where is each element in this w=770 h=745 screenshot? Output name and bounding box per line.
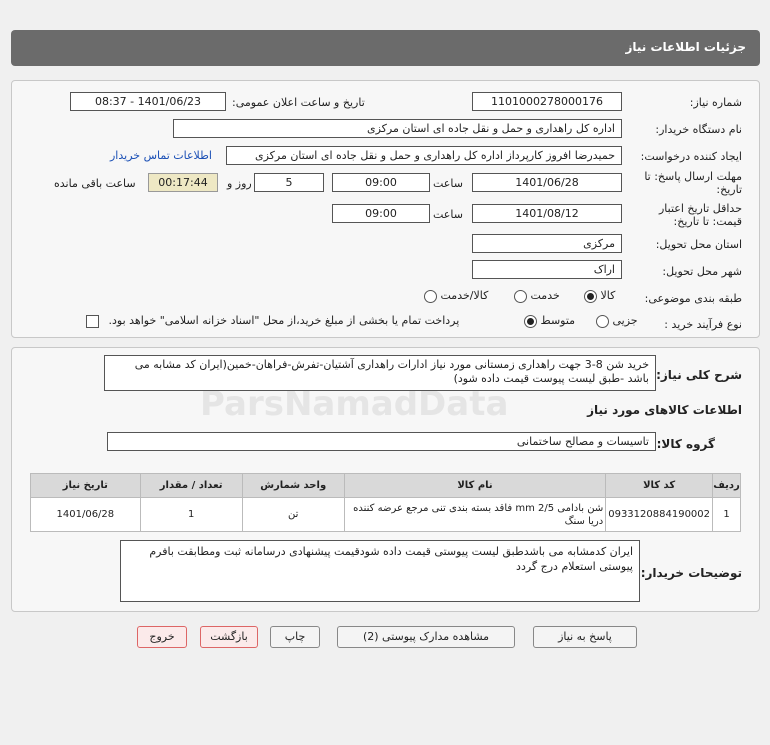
- reply-date-field: 1401/06/28: [472, 173, 622, 192]
- creator-field: حمیدرضا افروز کارپرداز اداره کل راهداری و حمل و نقل جاده ای استان مرکزی: [226, 146, 622, 165]
- days-label: روز و: [227, 177, 252, 190]
- category-both-label: کالا/خدمت: [440, 289, 489, 302]
- treasury-payment-label: پرداخت تمام یا بخشی از مبلغ خرید،از محل "اسناد خزانه اسلامی" خواهد بود.: [108, 314, 460, 327]
- goods-table-header: [31, 474, 741, 498]
- buyer-org-label: نام دستگاه خریدار:: [655, 123, 742, 136]
- category-goods-radio[interactable]: [584, 290, 597, 303]
- remaining-time-label: ساعت باقی مانده: [54, 177, 136, 190]
- treasury-payment-checkbox[interactable]: [86, 315, 99, 328]
- need-number-label: شماره نیاز:: [689, 96, 742, 109]
- process-medium-radio[interactable]: [524, 315, 537, 328]
- reply-button[interactable]: پاسخ به نیاز: [533, 626, 637, 648]
- creator-label: ایجاد کننده درخواست:: [640, 150, 742, 163]
- category-service-radio[interactable]: [514, 290, 527, 303]
- reply-time-label: ساعت: [433, 177, 463, 190]
- col-quantity: تعداد / مقدار: [140, 474, 242, 498]
- category-service-label: خدمت: [530, 289, 560, 302]
- validity-time-field: 09:00: [332, 204, 430, 223]
- process-minor-label: جزیی: [612, 314, 638, 327]
- need-number-field: 1101000278000176: [472, 92, 622, 111]
- buyer-notes-field: ایران کدمشابه می باشدطبق لیست پیوستی قیمت داده شودقیمت پیشنهادی درسامانه ثبت ومطابقت بافرم پیوستی استعلام درج گردد: [120, 540, 640, 602]
- process-option-medium[interactable]: [524, 314, 575, 328]
- row-number: 1: [713, 498, 741, 532]
- goods-table: [30, 473, 741, 532]
- col-code: کد کالا: [606, 474, 713, 498]
- table-row: [31, 498, 741, 532]
- category-option-goods[interactable]: [584, 289, 615, 303]
- goods-unit: تن: [242, 498, 344, 532]
- col-name: نام کالا: [344, 474, 605, 498]
- validity-time-label: ساعت: [433, 208, 463, 221]
- page-title: جزئیات اطلاعات نیاز: [625, 40, 746, 54]
- goods-need-date: 1401/06/28: [31, 498, 141, 532]
- process-medium-label: متوسط: [540, 314, 576, 327]
- remaining-time-field: 00:17:44: [148, 173, 218, 192]
- process-minor-radio[interactable]: [596, 315, 609, 328]
- category-both-radio[interactable]: [424, 290, 437, 303]
- price-validity-label: حداقل تاریخ اعتبار: [658, 202, 742, 215]
- col-row: ردیف: [713, 474, 741, 498]
- process-option-minor[interactable]: [596, 314, 638, 328]
- announce-field: 1401/06/23 - 08:37: [70, 92, 226, 111]
- col-need-date: تاریخ نیاز: [31, 474, 141, 498]
- goods-code: 0933120884190002: [606, 498, 713, 532]
- province-field: مرکزی: [472, 234, 622, 253]
- goods-name: شن بادامی mm 2/5 فاقد بسته بندی تنی مرجع عرضه کننده دریا سنگ: [344, 498, 605, 532]
- category-option-both[interactable]: [424, 289, 488, 303]
- goods-info-title: اطلاعات کالاهای مورد نیاز: [587, 403, 742, 417]
- summary-label: شرح کلی نیاز:: [656, 368, 742, 382]
- goods-group-label: گروه کالا:: [656, 437, 715, 451]
- attachments-button[interactable]: مشاهده مدارک پیوستی (2): [337, 626, 515, 648]
- page-header: [11, 30, 760, 66]
- validity-date-field: 1401/08/12: [472, 204, 622, 223]
- days-field: 5: [254, 173, 324, 192]
- reply-deadline-label: مهلت ارسال پاسخ: تا: [644, 170, 742, 183]
- city-label: شهر محل تحویل:: [662, 265, 742, 278]
- goods-quantity: 1: [140, 498, 242, 532]
- buyer-contact-link[interactable]: اطلاعات تماس خریدار: [110, 149, 212, 162]
- goods-group-field: تاسیسات و مصالح ساختمانی: [107, 432, 656, 451]
- category-label: طبقه بندی موضوعی:: [644, 292, 742, 305]
- price-validity-label-2: قیمت: تا تاریخ:: [673, 215, 742, 228]
- back-button[interactable]: بازگشت: [200, 626, 258, 648]
- col-unit: واحد شمارش: [242, 474, 344, 498]
- summary-field: خرید شن 8-3 جهت راهداری زمستانی مورد نیاز ادارات راهداری آشتیان-تفرش-فراهان-خمین(ایران کد مشابه می باشد -طبق لیست پیوست قیمت داده شود): [104, 355, 656, 391]
- city-field: اراک: [472, 260, 622, 279]
- buyer-notes-label: توضیحات خریدار:: [640, 566, 742, 580]
- reply-time-field: 09:00: [332, 173, 430, 192]
- treasury-payment-option[interactable]: [86, 314, 459, 328]
- process-label: نوع فرآیند خرید :: [664, 318, 742, 331]
- announce-label: تاریخ و ساعت اعلان عمومی:: [232, 96, 365, 109]
- buyer-org-field: اداره کل راهداری و حمل و نقل جاده ای استان مرکزی: [173, 119, 622, 138]
- province-label: استان محل تحویل:: [655, 238, 742, 251]
- reply-deadline-label-2: تاریخ:: [716, 183, 742, 196]
- category-option-service[interactable]: [514, 289, 560, 303]
- category-goods-label: کالا: [600, 289, 616, 302]
- print-button[interactable]: چاپ: [270, 626, 320, 648]
- exit-button[interactable]: خروج: [137, 626, 187, 648]
